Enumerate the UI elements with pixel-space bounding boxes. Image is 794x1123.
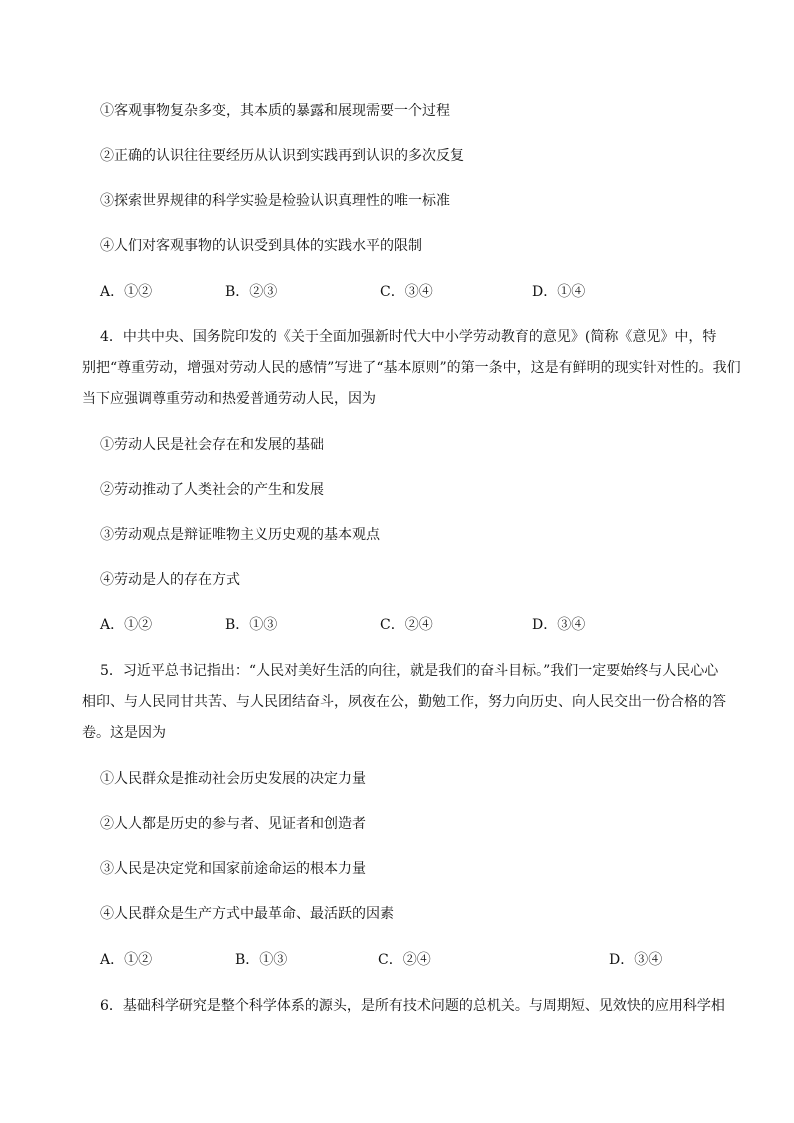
q4-stem-line-3: 当下应强调尊重劳动和热爱普通劳动人民，因为 <box>82 391 376 407</box>
q4-option-1: ①劳动人民是社会存在和发展的基础 <box>100 437 324 453</box>
q5-option-1: ①人民群众是推动社会历史发展的决定力量 <box>100 771 366 787</box>
q3-option-1: ①客观事物复杂多变，其本质的暴露和展现需要一个过程 <box>100 103 450 119</box>
q4-stem-line-2: 别把“尊重劳动，增强对劳动人民的感情”写进了“基本原则”的第一条中，这是有鲜明的现实针对性的。我们 <box>82 360 741 376</box>
q4-option-4: ④劳动是人的存在方式 <box>100 572 240 588</box>
q4-option-3: ③劳动观点是辩证唯物主义历史观的基本观点 <box>100 527 380 543</box>
q3-choice-a: A．①② <box>100 284 153 300</box>
q5-option-2: ②人人都是历史的参与者、见证者和创造者 <box>100 816 366 832</box>
q6-stem-line-1: 6．基础科学研究是整个科学体系的源头，是所有技术问题的总机关。与周期短、见效快的应用科学相 <box>100 998 725 1014</box>
q3-choice-d: D．①④ <box>532 284 586 300</box>
q5-option-3: ③人民是决定党和国家前途命运的根本力量 <box>100 861 366 877</box>
q3-choice-b: B．②③ <box>225 284 278 300</box>
q5-option-4: ④人民群众是生产方式中最革命、最活跃的因素 <box>100 906 394 922</box>
q5-choice-a: A．①② <box>100 952 153 968</box>
q5-stem-line-2: 相印、与人民同甘共苦、与人民团结奋斗，夙夜在公，勤勉工作，努力向历史、向人民交出一份合格的答 <box>82 694 726 710</box>
q4-choice-c: C．②④ <box>380 617 433 633</box>
q5-stem-line-3: 卷。这是因为 <box>82 725 166 741</box>
q4-choice-a: A．①② <box>100 617 153 633</box>
q5-choice-d: D．③④ <box>609 952 663 968</box>
q4-choice-b: B．①③ <box>225 617 278 633</box>
q5-stem-line-1: 5．习近平总书记指出：“人民对美好生活的向往，就是我们的奋斗目标。”我们一定要始终与人民心心 <box>100 663 719 679</box>
q4-option-2: ②劳动推动了人类社会的产生和发展 <box>100 482 324 498</box>
q4-stem-line-1: 4．中共中央、国务院印发的《关于全面加强新时代大中小学劳动教育的意见》(简称《意见》中，特 <box>100 329 717 345</box>
q3-choice-c: C．③④ <box>380 284 433 300</box>
q5-choice-c: C．②④ <box>378 952 431 968</box>
q3-option-2: ②正确的认识往往要经历从认识到实践再到认识的多次反复 <box>100 148 464 164</box>
q4-choice-d: D．③④ <box>532 617 586 633</box>
q3-option-4: ④人们对客观事物的认识受到具体的实践水平的限制 <box>100 238 422 254</box>
q3-option-3: ③探索世界规律的科学实验是检验认识真理性的唯一标准 <box>100 193 450 209</box>
q5-choice-b: B．①③ <box>235 952 288 968</box>
